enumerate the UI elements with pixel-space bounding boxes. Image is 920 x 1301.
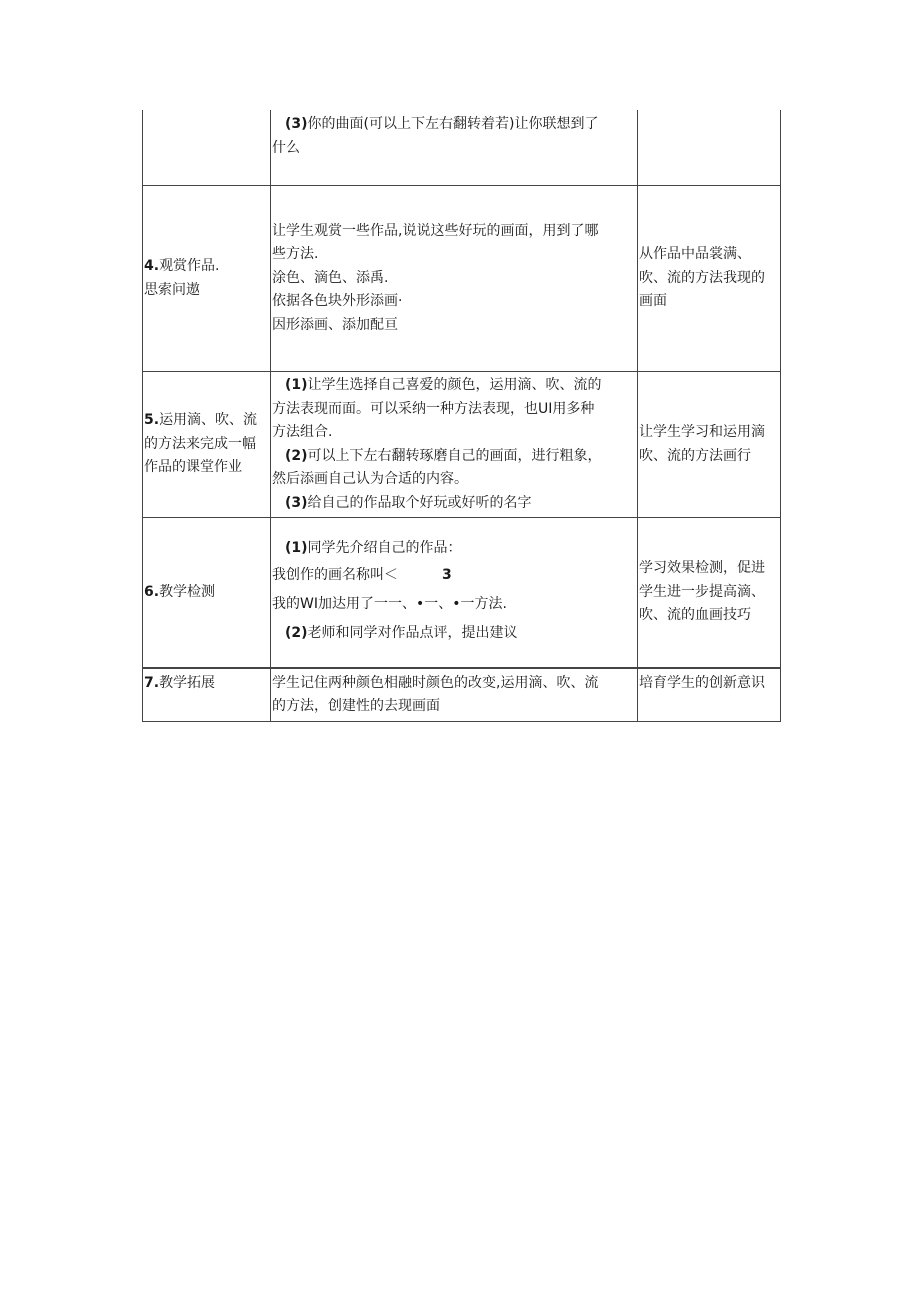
purpose-line: 画面 <box>639 293 667 310</box>
step-line: 5.运用滴、吹、流 <box>144 412 258 429</box>
purpose-line: 吹、流的方法画行 <box>639 447 751 464</box>
step-cell <box>143 518 271 667</box>
table-row <box>143 186 780 372</box>
content-line: 什么 <box>272 139 300 156</box>
step-line: 6.教学检测 <box>144 583 216 600</box>
purpose-cell <box>638 669 780 721</box>
step-line: 作品的课堂作业 <box>144 459 242 476</box>
item-number: 5. <box>144 412 160 429</box>
table-row <box>143 110 780 186</box>
item-number: (3) <box>285 494 308 511</box>
content-line: (1)同学先介绍自己的作品： <box>285 540 462 557</box>
purpose-cell <box>638 518 780 667</box>
purpose-cell <box>638 372 780 517</box>
item-number: (1) <box>285 377 308 393</box>
content-cell <box>271 110 638 185</box>
content-line: (3)你的曲面(可以上下左右翻转着若)让你联想到了 <box>285 116 599 132</box>
table-row <box>143 668 780 722</box>
step-cell <box>143 186 271 371</box>
purpose-line: 培育学生的创新意识 <box>639 675 765 691</box>
content-line: 然后添画自己认为合适的内容。 <box>272 471 468 487</box>
item-number: (1) <box>285 540 308 557</box>
content-line: 的方法，创建性的去现画面 <box>272 698 440 714</box>
content-cell <box>271 669 638 721</box>
item-number: (2) <box>285 624 308 641</box>
content-line <box>271 561 637 590</box>
content-line: (1)让学生选择自己喜爱的颜色，运用滴、吹、流的 <box>285 377 602 393</box>
content-line: (3)给自己的作品取个好玩或好听的名字 <box>285 494 532 511</box>
item-number: 4. <box>144 258 160 274</box>
item-number: (3) <box>285 116 308 132</box>
content-line: 让学生观赏一些作品,说说这些好玩的画面，用到了哪 <box>272 222 599 239</box>
content-line: 方法组合. <box>272 424 333 440</box>
step-cell <box>143 669 271 721</box>
content-cell <box>271 186 638 371</box>
content-line: 方法表现而面。可以采纳一种方法表现，也UI用多种 <box>272 400 595 417</box>
purpose-line: 吹、流的血画技巧 <box>639 607 751 624</box>
lesson-plan-table <box>142 110 781 722</box>
content-cell <box>271 372 638 517</box>
content-line: (2)老师和同学对作品点评，提出建议 <box>285 624 518 641</box>
content-line: 些方法. <box>272 246 319 263</box>
purpose-cell <box>638 186 780 371</box>
purpose-line: 学生进一步提高滴、 <box>639 583 765 600</box>
purpose-line: 学习效果检测，促进 <box>639 560 765 577</box>
content-line: (2)可以上下左右翻转琢磨自己的画面，进行粗象， <box>285 447 602 464</box>
item-number: (2) <box>285 447 308 464</box>
step-line: 7.教学拓展 <box>144 675 216 691</box>
step-line: 思索问遨 <box>144 281 200 298</box>
content-line: 学生记住两种颜色相融时颜色的改变,运用滴、吹、流 <box>272 674 599 691</box>
content-number: 3 <box>442 566 452 583</box>
purpose-cell <box>638 110 780 185</box>
purpose-line: 从作品中品裳满、 <box>639 246 751 263</box>
table-row <box>143 372 780 518</box>
step-line: 4.观赏作品. <box>144 258 220 274</box>
content-line: 因形添画、添加配亘 <box>272 316 398 333</box>
content-cell <box>271 518 638 667</box>
step-cell <box>143 110 271 185</box>
item-number: 6. <box>144 583 160 600</box>
purpose-line: 让学生学习和运用滴 <box>639 424 765 440</box>
item-number: 7. <box>144 675 160 691</box>
content-text: 我创作的画名称叫＜ <box>272 566 398 583</box>
content-line: 依据各色块外形添画· <box>272 293 403 310</box>
content-line: 我的WI加达用了一一、•一、•一方法. <box>272 595 507 612</box>
content-line: 涂色、滴色、添禹. <box>272 269 389 286</box>
step-cell <box>143 372 271 517</box>
purpose-line: 吹、流的方法我现的 <box>639 269 765 286</box>
table-row <box>143 518 780 668</box>
step-line: 的方法来完成一幅 <box>144 435 256 452</box>
